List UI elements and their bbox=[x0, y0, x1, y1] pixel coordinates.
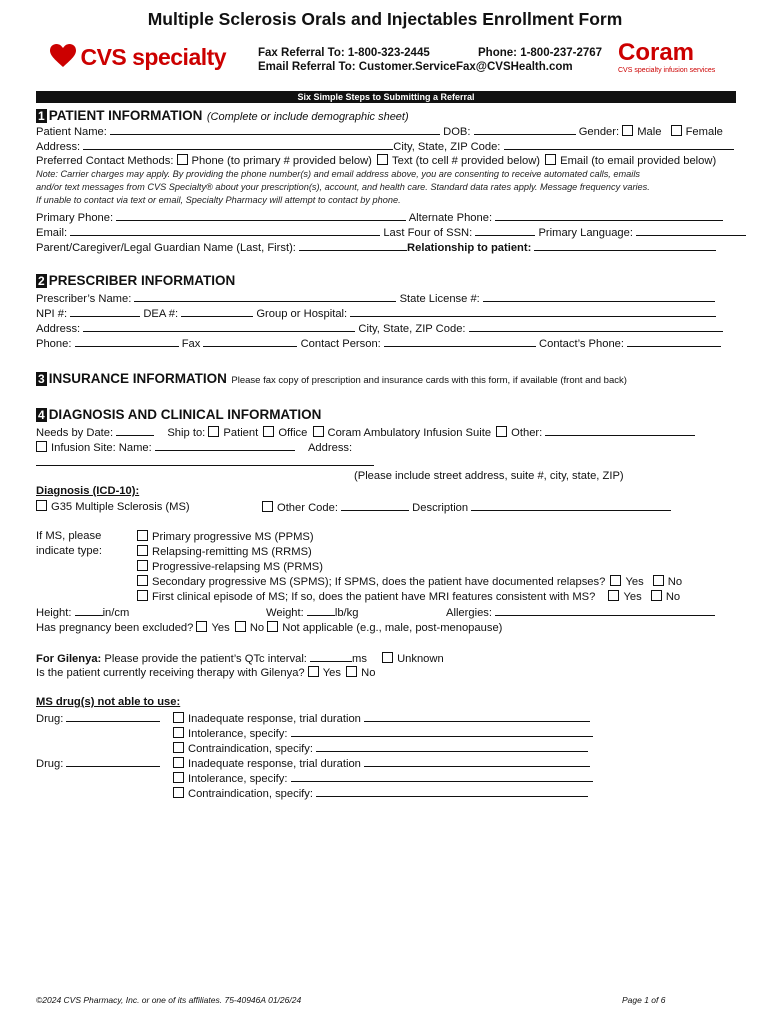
description-field[interactable] bbox=[471, 500, 671, 511]
patient-email-field[interactable] bbox=[70, 225, 380, 236]
other-code-checkbox[interactable] bbox=[262, 501, 273, 512]
cvs-logo-text: CVS specialty bbox=[80, 44, 227, 70]
dea-field[interactable] bbox=[181, 306, 253, 317]
if-ms-label-1: If MS, please bbox=[36, 530, 102, 542]
if-ms-label-2: indicate type: bbox=[36, 545, 102, 557]
drug-2-intolerance-field[interactable] bbox=[291, 771, 593, 782]
prescriber-address-field[interactable] bbox=[83, 321, 355, 332]
contact-phone-field[interactable] bbox=[627, 336, 721, 347]
group-hospital-field[interactable] bbox=[350, 306, 716, 317]
ship-office-checkbox[interactable] bbox=[263, 426, 274, 437]
drug-2-intolerance: Intolerance, specify: bbox=[173, 771, 593, 786]
weight-row: Weight: lb/kg bbox=[266, 607, 359, 619]
infusion-site-row: Infusion Site: Name: Address: bbox=[36, 440, 352, 455]
language-field[interactable] bbox=[636, 225, 746, 236]
drugs-heading: MS drug(s) not able to use: bbox=[36, 696, 181, 708]
drug-2-inadequate: Inadequate response, trial duration bbox=[173, 756, 590, 771]
height-row: Height: in/cm bbox=[36, 607, 130, 619]
consent-note-2: and/or text messages from CVS Specialty® about your prescription(s), account, and health care. Standard data rates apply. Message frequency varies. bbox=[36, 182, 650, 192]
other-code-field[interactable] bbox=[341, 500, 409, 511]
npi-field[interactable] bbox=[70, 306, 140, 317]
prms-option: Progressive-relapsing MS (PRMS) bbox=[137, 560, 323, 574]
height-field[interactable] bbox=[75, 605, 103, 616]
drug-1-intolerance: Intolerance, specify: bbox=[173, 726, 593, 741]
ship-other-checkbox[interactable] bbox=[496, 426, 507, 437]
contact-email-checkbox[interactable] bbox=[545, 154, 556, 165]
female-checkbox[interactable] bbox=[671, 125, 682, 136]
prescriber-fax-field[interactable] bbox=[203, 336, 297, 347]
drug-2-field[interactable] bbox=[66, 756, 160, 767]
address-note: (Please include street address, suite #, city, state, ZIP) bbox=[354, 470, 624, 482]
drug-2-inadequate-checkbox[interactable] bbox=[173, 757, 184, 768]
patient-address-field[interactable] bbox=[83, 139, 393, 150]
gilenya-yes-checkbox[interactable] bbox=[308, 666, 319, 677]
drug-1-field[interactable] bbox=[66, 711, 160, 722]
patient-address-row: Address: City, State, ZIP Code: bbox=[36, 139, 734, 154]
prescriber-city-field[interactable] bbox=[469, 321, 723, 332]
drug-2-row: Drug: bbox=[36, 756, 160, 771]
guardian-row: Parent/Caregiver/Legal Guardian Name (Last, First): Relationship to patient: bbox=[36, 240, 716, 255]
drug-2-contraindication-field[interactable] bbox=[316, 786, 588, 797]
contact-phone-checkbox[interactable] bbox=[177, 154, 188, 165]
alternate-phone-field[interactable] bbox=[495, 210, 723, 221]
prescriber-address-row: Address: City, State, ZIP Code: bbox=[36, 321, 723, 336]
section-2-heading: 2 PRESCRIBER INFORMATION bbox=[38, 273, 236, 288]
qtc-unknown-checkbox[interactable] bbox=[382, 652, 393, 663]
qtc-field[interactable] bbox=[310, 651, 352, 662]
relationship-field[interactable] bbox=[534, 240, 716, 251]
phone-row: Primary Phone: Alternate Phone: bbox=[36, 210, 723, 225]
infusion-site-checkbox[interactable] bbox=[36, 441, 47, 452]
ship-other-field[interactable] bbox=[545, 425, 695, 436]
email-referral: Email Referral To: Customer.ServiceFax@CVSHealth.com bbox=[258, 61, 573, 73]
ppms-checkbox[interactable] bbox=[137, 530, 148, 541]
allergies-field[interactable] bbox=[495, 605, 715, 616]
patient-name-field[interactable] bbox=[110, 124, 440, 135]
email-row: Email: Last Four of SSN: Primary Language: bbox=[36, 225, 746, 240]
ssn-field[interactable] bbox=[475, 225, 535, 236]
spms-no-checkbox[interactable] bbox=[653, 575, 664, 586]
drug-1-inadequate-checkbox[interactable] bbox=[173, 712, 184, 723]
section-1-heading: 1 PATIENT INFORMATION (Complete or include demographic sheet) bbox=[38, 108, 409, 123]
section-4-heading: 4 DIAGNOSIS AND CLINICAL INFORMATION bbox=[38, 407, 322, 422]
state-license-field[interactable] bbox=[483, 291, 715, 302]
icd-heading: Diagnosis (ICD-10): bbox=[36, 485, 140, 497]
other-code-row: Other Code: Description bbox=[262, 500, 671, 515]
weight-field[interactable] bbox=[307, 605, 335, 616]
section-3-heading: 3 INSURANCE INFORMATION Please fax copy of prescription and insurance cards with this form, if available (front and back) bbox=[38, 371, 627, 386]
cvs-specialty-logo bbox=[50, 44, 226, 76]
contact-person-field[interactable] bbox=[384, 336, 536, 347]
gilenya-current-row: Is the patient currently receiving therapy with Gilenya? Yes No bbox=[36, 667, 376, 679]
consent-note-3: If unable to contact via text or email, Specialty Pharmacy will attempt to contact by phone. bbox=[36, 195, 401, 205]
ship-coram-checkbox[interactable] bbox=[313, 426, 324, 437]
ppms-option: Primary progressive MS (PPMS) bbox=[137, 530, 314, 544]
g35-option: G35 Multiple Sclerosis (MS) bbox=[36, 500, 190, 514]
fax-referral: Fax Referral To: 1-800-323-2445 bbox=[258, 47, 430, 59]
drug-1-contraindication-checkbox[interactable] bbox=[173, 742, 184, 753]
npi-row: NPI #: DEA #: Group or Hospital: bbox=[36, 306, 716, 321]
gilenya-no-checkbox[interactable] bbox=[346, 666, 357, 677]
drug-1-inadequate-field[interactable] bbox=[364, 711, 590, 722]
primary-phone-field[interactable] bbox=[116, 210, 406, 221]
coram-logo: Coram CVS specialty infusion services bbox=[618, 39, 716, 74]
drug-1-row: Drug: bbox=[36, 711, 160, 726]
consent-note-1: Note: Carrier charges may apply. By providing the phone number(s) and email address above, you are consenting to receive automated calls, emails bbox=[36, 169, 640, 179]
spms-checkbox[interactable] bbox=[137, 575, 148, 586]
prescriber-phone-row: Phone: Fax Contact Person: Contact’s Phone: bbox=[36, 336, 721, 351]
ship-patient-checkbox[interactable] bbox=[208, 426, 219, 437]
contact-text-checkbox[interactable] bbox=[377, 154, 388, 165]
first-episode-checkbox[interactable] bbox=[137, 590, 148, 601]
drug-2-intolerance-checkbox[interactable] bbox=[173, 772, 184, 783]
copyright: ©2024 CVS Pharmacy, Inc. or one of its affiliates. 75-40946A 01/26/24 bbox=[36, 995, 302, 1005]
page-number: Page 1 of 6 bbox=[622, 995, 666, 1005]
form-title: Multiple Sclerosis Orals and Injectables Enrollment Form bbox=[147, 9, 623, 29]
spms-yes-checkbox[interactable] bbox=[610, 575, 621, 586]
drug-1-intolerance-checkbox[interactable] bbox=[173, 727, 184, 738]
pregnancy-no-checkbox[interactable] bbox=[235, 621, 246, 632]
steps-bar: Six Simple Steps to Submitting a Referral bbox=[36, 91, 736, 103]
prescriber-name-row: Prescriber’s Name: State License #: bbox=[36, 291, 715, 306]
contact-methods-row: Preferred Contact Methods: Phone (to primary # provided below) Text (to cell # provided below) Email (to email provided below) bbox=[36, 155, 717, 167]
allergies-row: Allergies: bbox=[446, 605, 715, 620]
pregnancy-na-checkbox[interactable] bbox=[267, 621, 278, 632]
mri-yes-checkbox[interactable] bbox=[608, 590, 619, 601]
drug-2-contraindication: Contraindication, specify: bbox=[173, 786, 588, 801]
drug-1-intolerance-field[interactable] bbox=[291, 726, 593, 737]
first-episode-option: First clinical episode of MS; If so, does the patient have MRI features consistent with MS? Yes No bbox=[137, 590, 680, 604]
drug-2-contraindication-checkbox[interactable] bbox=[173, 787, 184, 798]
patient-name-row: Patient Name: DOB: Gender: Male Female bbox=[36, 126, 723, 138]
needs-by-field[interactable] bbox=[116, 425, 154, 436]
dob-field[interactable] bbox=[474, 124, 576, 135]
male-checkbox[interactable] bbox=[622, 125, 633, 136]
prescriber-name-field[interactable] bbox=[134, 291, 396, 302]
drug-1-contraindication-field[interactable] bbox=[316, 741, 588, 752]
needs-by-row: Needs by Date: Ship to: Patient Office Coram Ambulatory Infusion Suite Other: bbox=[36, 425, 695, 440]
mri-no-checkbox[interactable] bbox=[651, 590, 662, 601]
heart-icon bbox=[50, 44, 76, 68]
drug-2-inadequate-field[interactable] bbox=[364, 756, 590, 767]
drug-1-inadequate: Inadequate response, trial duration bbox=[173, 711, 590, 726]
drug-1-contraindication: Contraindication, specify: bbox=[173, 741, 588, 756]
spms-option: Secondary progressive MS (SPMS); If SPMS, does the patient have documented relapses? Yes No bbox=[137, 575, 682, 589]
rrms-checkbox[interactable] bbox=[137, 545, 148, 556]
prescriber-phone-field[interactable] bbox=[75, 336, 179, 347]
gilenya-qtc-row: For Gilenya: Please provide the patient’s QTc interval: ms Unknown bbox=[36, 653, 444, 665]
phone-referral: Phone: 1-800-237-2767 bbox=[478, 47, 603, 59]
pregnancy-row: Has pregnancy been excluded? Yes No Not applicable (e.g., male, post-menopause) bbox=[36, 622, 503, 634]
infusion-name-field[interactable] bbox=[155, 440, 295, 451]
guardian-field[interactable] bbox=[299, 240, 407, 251]
g35-checkbox[interactable] bbox=[36, 500, 47, 511]
infusion-address-field[interactable] bbox=[36, 455, 374, 466]
pregnancy-yes-checkbox[interactable] bbox=[196, 621, 207, 632]
patient-city-field[interactable] bbox=[504, 139, 734, 150]
prms-checkbox[interactable] bbox=[137, 560, 148, 571]
rrms-option: Relapsing-remitting MS (RRMS) bbox=[137, 545, 312, 559]
